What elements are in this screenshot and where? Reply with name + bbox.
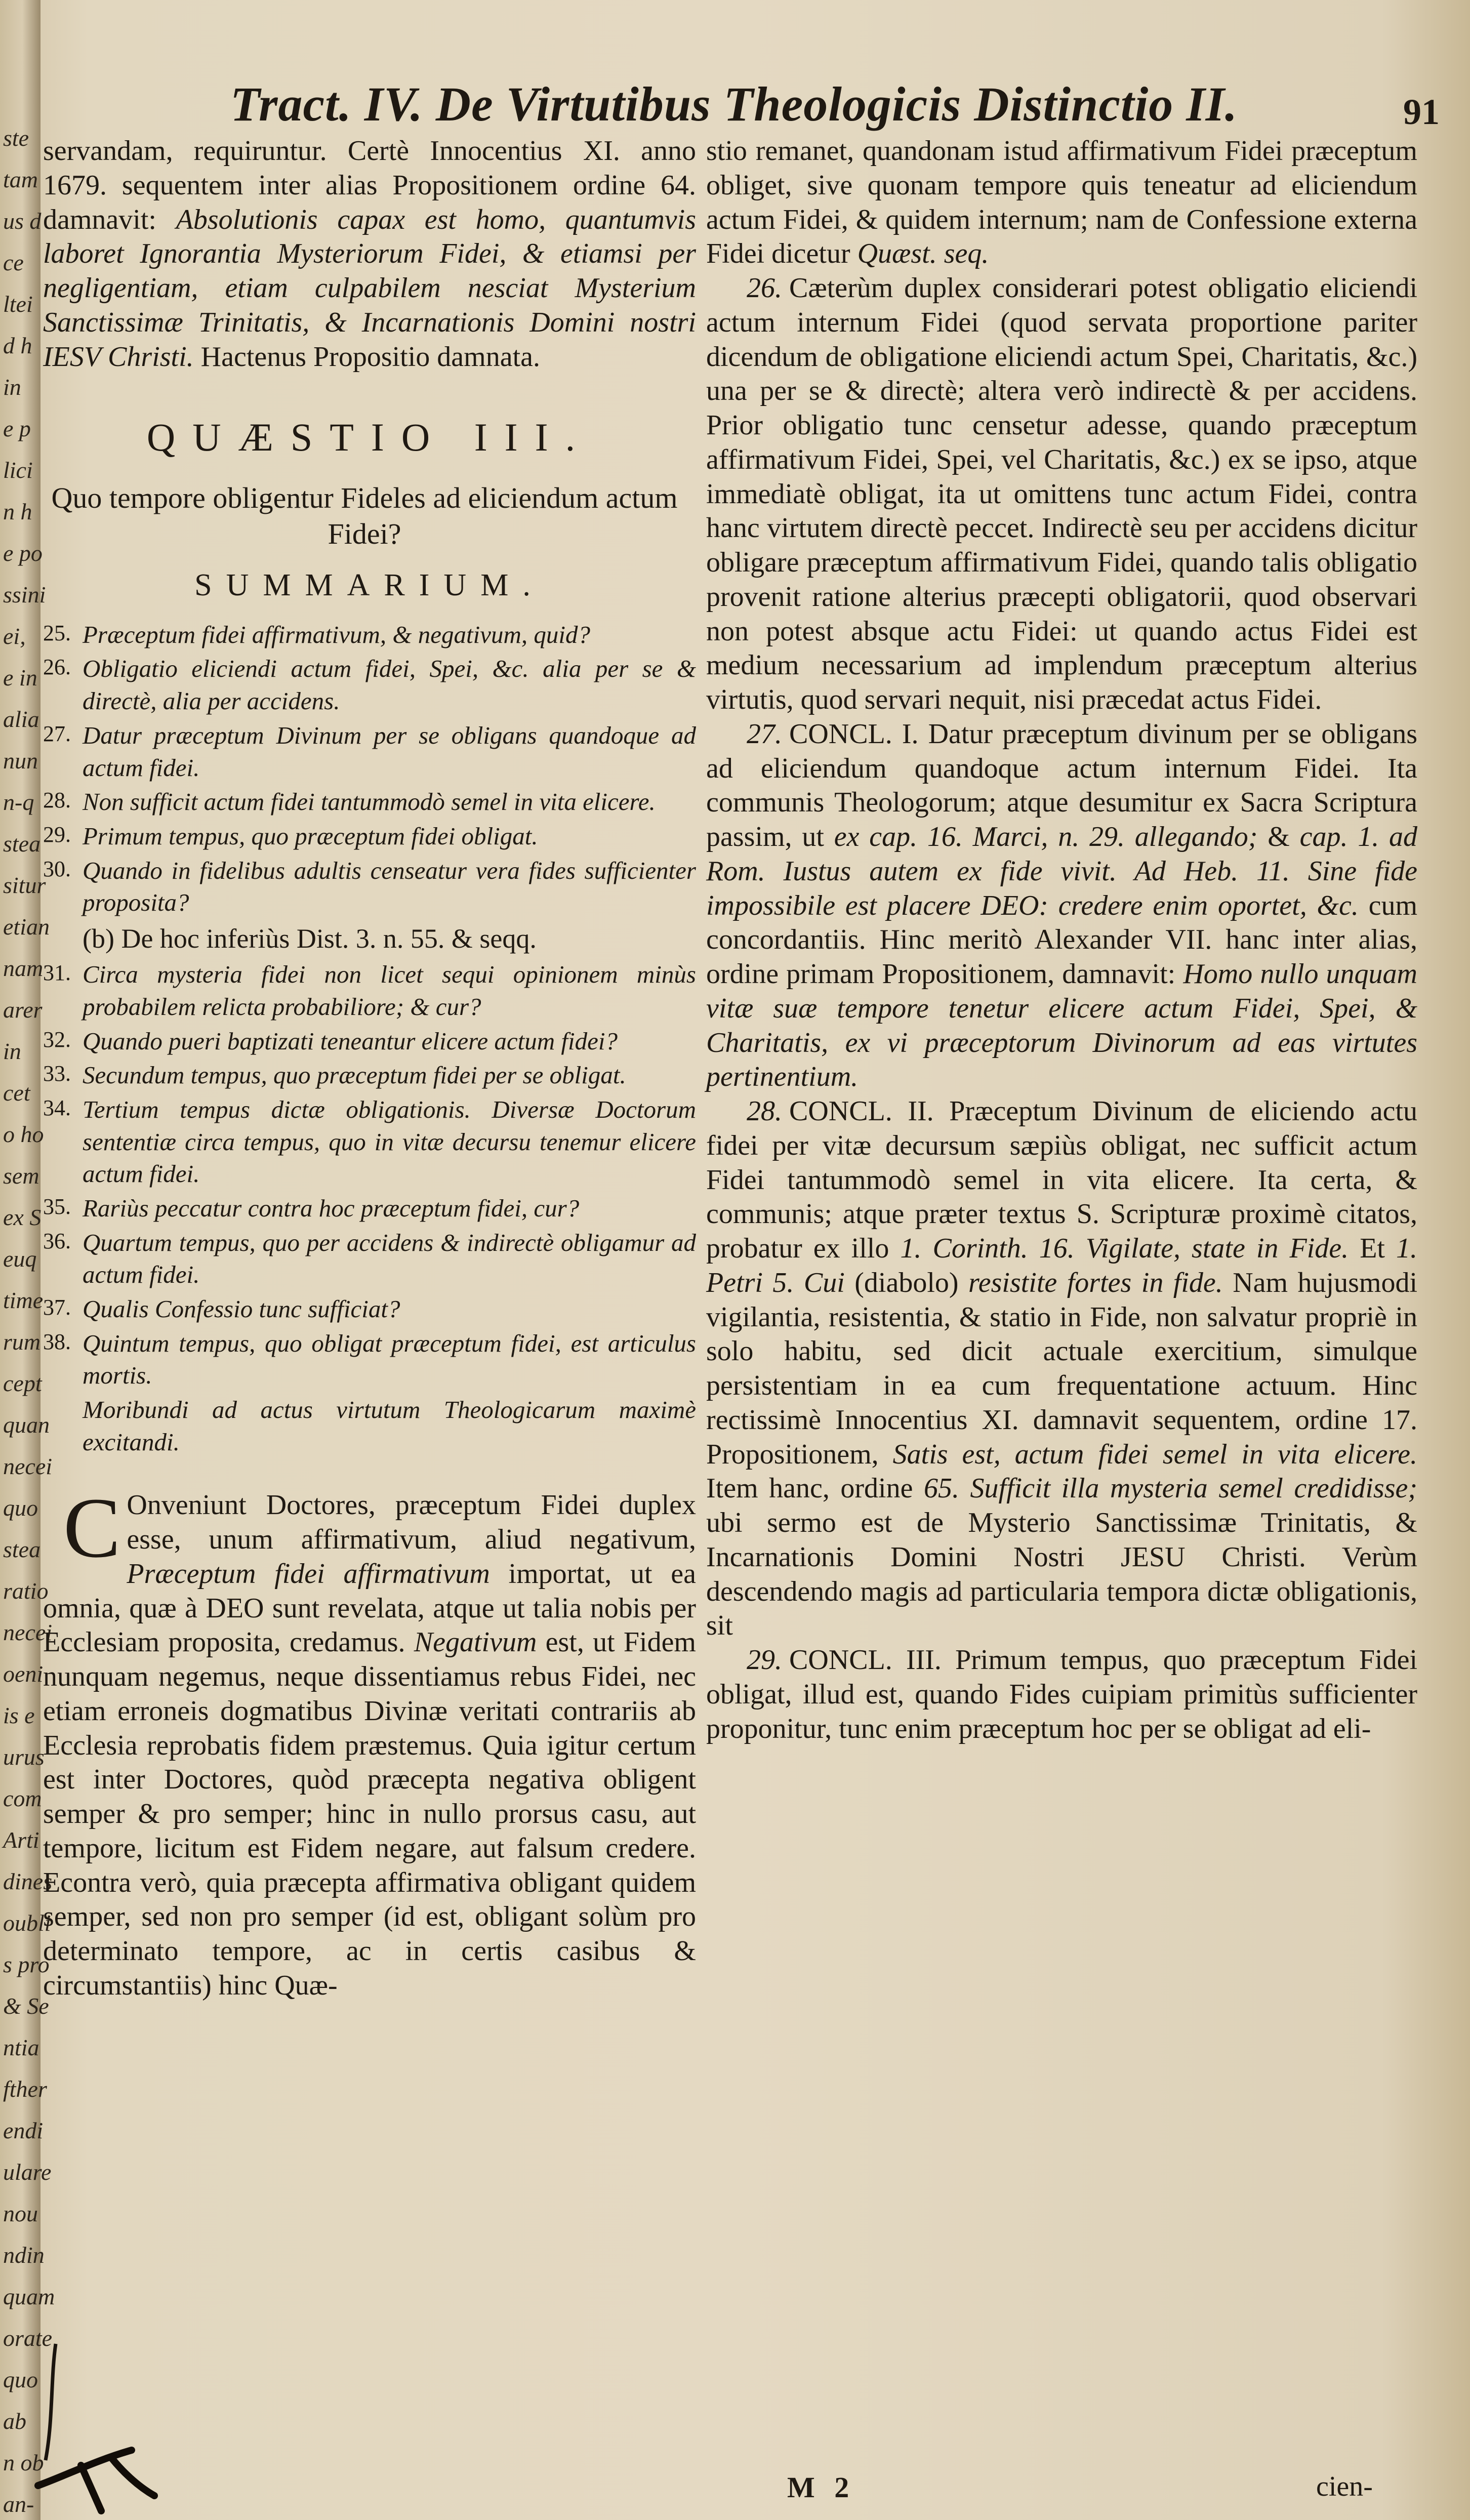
summary-item-number: 34. xyxy=(43,1095,71,1120)
question-heading: QUÆSTIO III. xyxy=(146,415,593,460)
summary-item-text: Non sufficit actum fidei tantummodò semel in vita elicere. xyxy=(83,788,656,816)
summary-list xyxy=(43,619,696,1458)
paragraph-29 xyxy=(706,1643,1417,1746)
facing-page-fragment: nun xyxy=(3,748,38,774)
summary-item-text: Quando in fidelibus adultis censeatur vera fides sufficienter proposita? xyxy=(83,856,696,917)
summary-item-number: 29. xyxy=(43,822,71,847)
facing-page-fragment: is e xyxy=(3,1702,35,1728)
facing-page-fragment: situr xyxy=(3,872,46,898)
facing-page-fragment: com xyxy=(3,1785,42,1811)
summary-item-text: (b) De hoc inferiùs Dist. 3. n. 55. & seqq. xyxy=(83,923,537,954)
paragraph-number: 27. xyxy=(747,718,782,750)
summary-item-number: 28. xyxy=(43,788,71,813)
text-run-italic: Quæst. seq. xyxy=(857,238,989,270)
summary-heading: SUMMARIUM. xyxy=(194,567,545,602)
text-run: servandam, requiruntur. Certè Innocentius XI. anno 1679. sequentem inter alias Propositionem ordine 64. damnavit: xyxy=(43,135,696,235)
drop-cap: C xyxy=(63,1480,121,1576)
facing-page-fragment: tam xyxy=(3,167,38,192)
facing-page-fragment: nam xyxy=(3,955,44,981)
facing-page-fragment: etian xyxy=(3,914,50,940)
facing-page-fragment: us d xyxy=(3,208,42,234)
summary-item-number: 33. xyxy=(43,1061,71,1086)
facing-page-fragment: ratio xyxy=(3,1578,49,1604)
summary-item-text: Datur præceptum Divinum per se obligans quandoque ad actum fidei. xyxy=(83,721,696,782)
facing-page-fragment: o ho xyxy=(3,1121,44,1147)
facing-page-fragment: cet xyxy=(3,1080,30,1106)
facing-page-fragment: endi xyxy=(3,2118,44,2143)
summary-item-text: Primum tempus, quo præceptum fidei obligat. xyxy=(83,822,538,850)
summary-item xyxy=(43,1059,696,1091)
summary-item-number: 36. xyxy=(43,1228,71,1253)
summary-item xyxy=(43,820,696,852)
summary-item-number: 31. xyxy=(43,960,71,986)
paragraph-27 xyxy=(706,717,1417,1094)
facing-page-fragment: dines xyxy=(3,1868,53,1894)
text-run: ubi sermo est de Mysterio Sanctissimæ Trinitatis, & Incarnationis Domini Nostri JESU Christi. Verùm descendendo magis ad particularia tempora dictæ obligationis, sit xyxy=(706,1507,1417,1642)
summary-item-text: Præceptum fidei affirmativum, & negativum, quid? xyxy=(83,620,591,648)
summary-item-text: Rariùs peccatur contra hoc præceptum fidei, cur? xyxy=(83,1194,580,1222)
facing-page-fragment: e po xyxy=(3,540,43,566)
paragraph-25 xyxy=(43,1480,696,2003)
text-run-italic: resistite fortes in fide. xyxy=(968,1267,1223,1298)
facing-page-fragment: time xyxy=(3,1287,44,1313)
summary-item xyxy=(43,958,696,1023)
text-run: stio remanet, quandonam istud affirmativum Fidei præceptum obliget, sive quonam tempore quis teneatur ad eliciendum actum Fidei, & quidem internum; nam de Confessione externa Fidei dicetur xyxy=(706,135,1417,270)
facing-page-fragment: ssini xyxy=(3,582,46,607)
facing-page-fragment: necei xyxy=(3,1453,53,1479)
condemned-proposition: Homo nullo unquam vitæ suæ tempore tenetur elicere actum Fidei, Spei, & Charitatis, ex vi præceptorum Divinorum ad eas virtutes pertinentium. xyxy=(706,958,1417,1093)
summary-item xyxy=(43,719,696,784)
summary-item-text: Tertium tempus dictæ obligationis. Diversæ Doctorum sententiæ circa tempus, quo in vitæ decursu tenemur elicere actum fidei. xyxy=(83,1095,696,1188)
facing-page-fragment: quo xyxy=(3,2367,38,2392)
text-run: importat, ut ea omnia, quæ à DEO sunt revelata, atque ut talia nobis per Ecclesiam proposita, credamus. xyxy=(43,1558,696,1658)
text-run-italic: 1. Corinth. 16. Vigilate, state in Fide. xyxy=(900,1233,1349,1264)
facing-page-fragment: in xyxy=(3,1038,21,1064)
paragraph-number: 26. xyxy=(747,272,782,304)
facing-page-fragment: alia xyxy=(3,706,39,732)
facing-page-fragment: n-q xyxy=(3,789,34,815)
summary-item xyxy=(43,921,696,956)
condemned-proposition: Satis est, actum fidei semel in vita elicere. xyxy=(892,1438,1418,1470)
facing-page-fragment: n h xyxy=(3,499,32,524)
facing-page-fragment: e in xyxy=(3,665,37,690)
left-top-paragraph xyxy=(43,134,696,374)
question-title: Quo tempore obligentur Fideles ad eliciendum actum Fidei? xyxy=(51,481,678,550)
facing-page-fragment: an- xyxy=(3,2491,34,2517)
summary-item xyxy=(43,1025,696,1058)
facing-page-fragment: s pro xyxy=(3,1952,50,1977)
facing-page-fragment: ab xyxy=(3,2408,26,2434)
summary-item-number: 37. xyxy=(43,1295,71,1320)
text-run: CONCL. II. Præceptum Divinum de eliciendo actu fidei per vitæ decursum sæpiùs obligat, nec sufficit actum Fidei tantummodò semel in vita elicere. Ita certa, & communis; atque præter textus S. Scripturæ proximè citatos, probatur ex illo xyxy=(706,1095,1417,1264)
summary-item xyxy=(43,619,696,651)
facing-page-fragment: ltei xyxy=(3,291,33,317)
facing-page-fragment: e p xyxy=(3,416,31,441)
right-column xyxy=(706,134,1417,1746)
summary-item-number: 38. xyxy=(43,1329,71,1354)
facing-page-fragment: ulare xyxy=(3,2159,52,2185)
facing-page-fragment: & Se xyxy=(3,1993,49,2019)
summary-item xyxy=(43,653,696,717)
signature-mark: M 2 xyxy=(787,2471,855,2504)
text-run: cum concordantiis. Hinc meritò Alexander VII. hanc inter alias, ordine primam Propositionem, damnavit: xyxy=(706,889,1418,990)
text-run: Hactenus Propositio damnata. xyxy=(200,341,540,373)
summary-item-text: Secundum tempus, quo præceptum fidei per se obligat. xyxy=(83,1061,626,1089)
facing-page-fragment: nou xyxy=(3,2201,38,2226)
summary-item xyxy=(43,1394,696,1458)
summary-item-number: 26. xyxy=(43,655,71,680)
facing-page-fragment: quam xyxy=(3,2284,55,2309)
facing-page-fragment: urus xyxy=(3,1744,45,1770)
running-head: Tract. IV. De Virtutibus Theologicis Distinctio II. xyxy=(230,77,1238,131)
text-run: est, ut Fidem nunquam negemus, neque dissentiamus rebus Fidei, nec etiam erroneis dogmatibus Divinæ veritati contrariis ab Ecclesia reprobatis fidem præstemus. Quia igitur certum est inter Doctores, quòd præcepta negativa obligent semper & pro semper; hinc in nullo prorsus casu, aut tempore, licitum est Fidem negare, aut falsum credere. Econtra verò, quia præcepta affirmativa obligant quidem semper, sed non pro semper (id est, obligant solùm pro determinato tempore, ac in certis casibus & circumstantiis) hinc Quæ- xyxy=(43,1627,696,2001)
facing-page-fragment: ei, xyxy=(3,623,26,649)
summary-item-text: Obligatio eliciendi actum fidei, Spei, &c. alia per se & directè, alia per accidens. xyxy=(83,655,696,715)
facing-page-fragment: lici xyxy=(3,457,33,483)
condemned-proposition: Absolutionis capax est homo, quantumvis laboret Ignorantia Mysteriorum Fidei, & etiamsi per negligentiam, etiam culpabilem nesciat Mysterium Sanctissimæ Trinitatis, & Incarnationis Domini nostri IESV Christi. xyxy=(43,204,697,373)
text-run-italic: 1. Petri 5. Cui xyxy=(706,1233,1418,1298)
facing-page-fragment: orate xyxy=(3,2325,53,2351)
facing-page-fragment: stea xyxy=(3,1536,41,1562)
facing-page-fragment: ndin xyxy=(3,2242,45,2268)
facing-page-fragment: quo xyxy=(3,1495,38,1521)
summary-item xyxy=(43,855,696,919)
summary-item-number: 27. xyxy=(43,721,71,746)
facing-page-fragment: n ob xyxy=(3,2450,44,2475)
facing-page-fragment: arer xyxy=(3,997,43,1023)
facing-page-fragment: Arti xyxy=(3,1827,39,1853)
text-run: Et xyxy=(1360,1233,1385,1264)
facing-page-fragment: ntia xyxy=(3,2035,39,2060)
summary-item-text: Quintum tempus, quo obligat præceptum fidei, est articulus mortis. xyxy=(83,1329,696,1390)
facing-page-fragment: d h xyxy=(3,333,32,358)
text-run-italic: cap. 1. ad Rom. Iustus autem ex fide vivit. Ad Heb. 11. Sine fide impossibile est placere DEO: credere enim oportet, &c. xyxy=(706,821,1418,921)
facing-page-fragment: euq xyxy=(3,1246,37,1272)
facing-page-fragment: rum xyxy=(3,1329,41,1355)
summary-item xyxy=(43,786,696,818)
summary-item xyxy=(43,1227,696,1291)
summary-item-text: Circa mysteria fidei non licet sequi opinionem minùs probabilem relicta probabiliore; & cur? xyxy=(83,960,696,1021)
facing-page-fragment: oubli xyxy=(3,1910,51,1936)
summary-item-text: Qualis Confessio tunc sufficiat? xyxy=(83,1295,400,1323)
facing-page-fragment: sem xyxy=(3,1163,39,1189)
text-run: Nam hujusmodi vigilantia, resistentia, & statio in Fide, non salvatur propriè in solo habitu, sed dicit actuale exercitium, simulque persistentiam in ea cum frequentatione actuum. Hinc rectissimè Innocentius XI. damnavit sequentem, ordine 17. Propositionem, xyxy=(706,1267,1418,1470)
text-run: Cæterùm duplex considerari potest obligatio eliciendi actum internum Fidei (quod servata proportione pariter dicendum de obligatione eliciendi actum Spei, Charitatis, &c.) una per se & directè; altera verò indirectè & per accidens. Prior obligatio tunc censetur adesse, quando præceptum affirmativum Fidei, Spei, vel Charitatis, &c.) ex se ipso, atque immediatè obligat, ita ut omittens tunc actum Fidei, contra hanc virtutem directè peccet. Indirectè seu per accidens dicitur obligare præceptum affirmativum Fidei, quando talis obligatio provenit ratione alterius præcepti obligatorii, quod observari non potest absque actu Fidei: ut quando actus Fidei est medium necessarium ad implendum præceptum alterius virtutis, quod servari nequit, nisi præcedat actus Fidei. xyxy=(706,272,1417,715)
summary-item-number: 25. xyxy=(43,620,71,645)
paragraph-number: 29. xyxy=(747,1644,782,1676)
summary-item-text: Quando pueri baptizati teneantur elicere actum fidei? xyxy=(83,1027,618,1055)
text-run: CONCL. I. Datur præceptum divinum per se obligans ad eliciendum quandoque actum internum Fidei. Ita communis Theologorum; atque desumitur ex Sacra Scriptura passim, ut xyxy=(706,718,1417,852)
facing-page-gutter xyxy=(0,0,55,2520)
paragraph-28 xyxy=(706,1094,1417,1643)
summary-item xyxy=(43,1093,696,1190)
left-column xyxy=(43,134,696,2003)
facing-page-fragment: fther xyxy=(3,2076,47,2102)
facing-page-fragment: ste xyxy=(3,125,29,151)
paragraph-number: 28. xyxy=(747,1095,782,1127)
condemned-proposition: 65. Sufficit illa mysteria semel credidisse; xyxy=(924,1473,1417,1505)
text-run: CONCL. III. Primum tempus, quo præceptum Fidei obligat, illud est, quando Fides cuipiam primitùs sufficienter proponitur, tunc enim præceptum hoc per se obligat ad eli- xyxy=(706,1644,1417,1744)
text-run-italic: Negativum xyxy=(414,1627,537,1658)
facing-page-fragment: stea xyxy=(3,831,41,857)
paragraph-continued xyxy=(706,134,1417,271)
text-run: (diabolo) xyxy=(854,1267,959,1298)
facing-page-fragment: necei xyxy=(3,1619,53,1645)
summary-item-number: 30. xyxy=(43,856,71,881)
paragraph-26 xyxy=(706,271,1417,717)
text-run: Onveniunt Doctores, præceptum Fidei duplex esse, unum affirmativum, aliud negativum, xyxy=(127,1489,696,1556)
facing-page-fragment: ce xyxy=(3,250,24,275)
facing-page-fragment: cept xyxy=(3,1370,42,1396)
text-run-italic: Præceptum fidei affirmativum xyxy=(127,1558,490,1590)
folio-number: 91 xyxy=(1403,92,1440,132)
summary-item-number: 32. xyxy=(43,1027,71,1052)
text-run-italic: ex cap. 16. Marci, n. 29. allegando; xyxy=(834,821,1258,852)
facing-page-fragment: ex S xyxy=(3,1204,42,1230)
summary-item-number: 35. xyxy=(43,1194,71,1219)
summary-item xyxy=(43,1327,696,1392)
text-run: & xyxy=(1268,821,1290,852)
catchword: cien- xyxy=(1316,2471,1373,2502)
summary-item xyxy=(43,1293,696,1325)
summary-item-text: Quartum tempus, quo per accidens & indirectè obligamur ad actum fidei. xyxy=(83,1228,696,1289)
ink-mark-icon xyxy=(35,2334,157,2516)
facing-page-fragment: quan xyxy=(3,1412,50,1438)
facing-page-fragment: in xyxy=(3,374,21,400)
facing-page-fragment: oeni xyxy=(3,1661,44,1687)
summary-item xyxy=(43,1192,696,1225)
summary-item-text: Moribundi ad actus virtutum Theologicarum maximè excitandi. xyxy=(83,1396,696,1456)
text-run: Item hanc, ordine xyxy=(706,1473,913,1505)
